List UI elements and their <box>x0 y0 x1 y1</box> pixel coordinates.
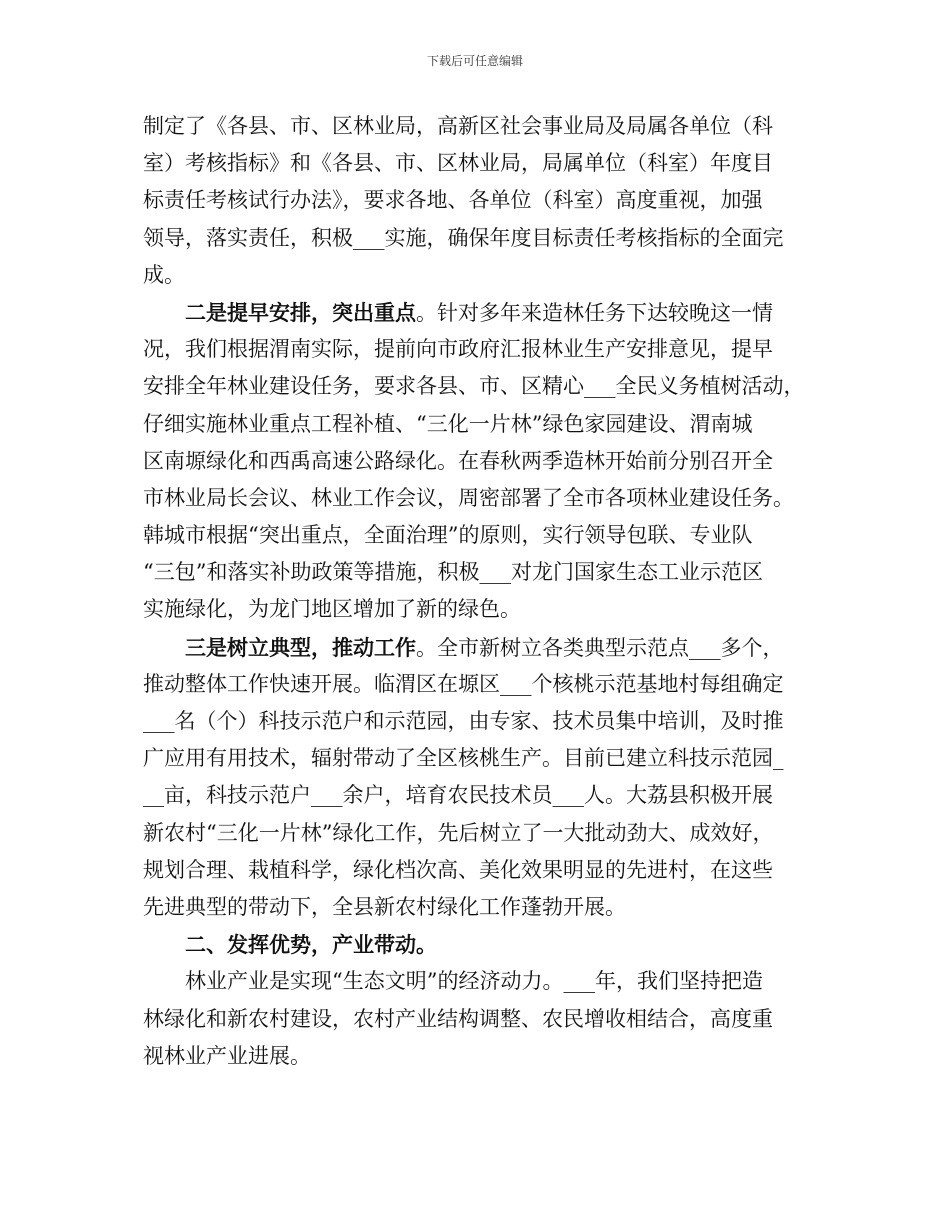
text-line <box>143 1038 823 1075</box>
text-line <box>143 480 823 517</box>
body-text: 室）考核指标》和《各县、市、区林业局，局属单位（科室）年度目 <box>143 151 773 176</box>
text-line <box>143 629 823 666</box>
bold-heading-text: 二、发挥优势，产业带动。 <box>185 932 437 958</box>
body-text: 制定了《各县、市、区林业局，高新区社会事业局及局属各单位（科 <box>143 114 773 138</box>
text-line <box>143 703 823 740</box>
body-text: 况，我们根据渭南实际，提前向市政府汇报林业生产安排意见，提早 <box>143 337 773 362</box>
text-line <box>143 1001 823 1038</box>
body-text: 实施绿化，为龙门地区增加了新的绿色。 <box>143 597 521 622</box>
text-line <box>143 145 823 182</box>
page-header: 下载后可任意编辑 <box>426 54 523 68</box>
text-line <box>143 108 823 145</box>
body-text: 广应用有用技术，辐射带动了全区核桃生产。目前已建立科技示范园_ <box>143 746 784 771</box>
body-text: 视林业产业进展。 <box>143 1043 311 1068</box>
text-line <box>143 777 823 814</box>
text-line <box>143 182 823 219</box>
text-line <box>143 554 823 591</box>
text-line <box>143 591 823 628</box>
body-text: 。全市新树立各类典型示范点___多个， <box>416 635 784 660</box>
body-text: 仔细实施林业重点工程补植、“三化一片林”绿色家园建设、渭南城 <box>143 411 753 436</box>
body-text: __亩，科技示范户___余户，培育农民技术员___人。大荔县积极开展 <box>143 783 773 808</box>
body-text: 推动整体工作快速开展。临渭区在塬区___个核桃示范基地村每组确定 <box>143 671 784 696</box>
text-line <box>143 220 823 257</box>
text-line <box>143 852 823 889</box>
text-line <box>143 406 823 443</box>
text-line <box>143 889 823 926</box>
body-text: 先进典型的带动下，全县新农村绿化工作蓬勃开展。 <box>143 894 626 919</box>
body-text: 林绿化和新农村建设，农村产业结构调整、农民增收相结合，高度重 <box>143 1006 773 1031</box>
body-text: 区南塬绿化和西禹高速公路绿化。在春秋两季造林开始前分别召开全 <box>143 448 773 473</box>
body-text: 领导，落实责任，积极___实施，确保年度目标责任考核指标的全面完 <box>143 225 784 250</box>
text-line <box>143 815 823 852</box>
text-line <box>143 517 823 554</box>
document-body <box>143 108 823 1075</box>
text-line <box>143 666 823 703</box>
body-text: 规划合理、栽植科学，绿化档次高、美化效果明显的先进村，在这些 <box>143 857 773 882</box>
text-line <box>143 257 823 294</box>
body-text: 。针对多年来造林任务下达较晚这一情 <box>416 300 773 325</box>
text-line <box>143 443 823 480</box>
body-text: 林业产业是实现“生态文明”的经济动力。___年，我们坚持把造 <box>185 969 763 994</box>
body-text: 安排全年林业建设任务，要求各县、市、区精心___全民义务植树活动， <box>143 374 805 399</box>
body-text: ___名（个）科技示范户和示范园，由专家、技术员集中培训，及时推 <box>143 709 784 733</box>
body-text: 标责任考核试行办法》，要求各地、各单位（科室）高度重视，加强 <box>143 188 763 213</box>
text-line <box>143 740 823 777</box>
text-line <box>143 926 823 963</box>
text-line <box>143 331 823 368</box>
text-line <box>143 368 823 405</box>
text-line <box>143 963 823 1000</box>
body-text: “三包”和落实补助政策等措施，积极___对龙门国家生态工业示范区 <box>143 560 763 585</box>
text-line <box>143 294 823 331</box>
bold-heading-text: 三是树立典型，推动工作 <box>185 634 416 660</box>
body-text: 成。 <box>143 262 185 287</box>
body-text: 市林业局长会议、林业工作会议，周密部署了全市各项林业建设任务。 <box>143 485 794 510</box>
body-text: 韩城市根据“突出重点，全面治理”的原则，实行领导包联、专业队 <box>143 523 753 548</box>
bold-heading-text: 二是提早安排，突出重点 <box>185 299 416 325</box>
body-text: 新农村“三化一片林”绿化工作，先后树立了一大批动劲大、成效好， <box>143 820 774 845</box>
